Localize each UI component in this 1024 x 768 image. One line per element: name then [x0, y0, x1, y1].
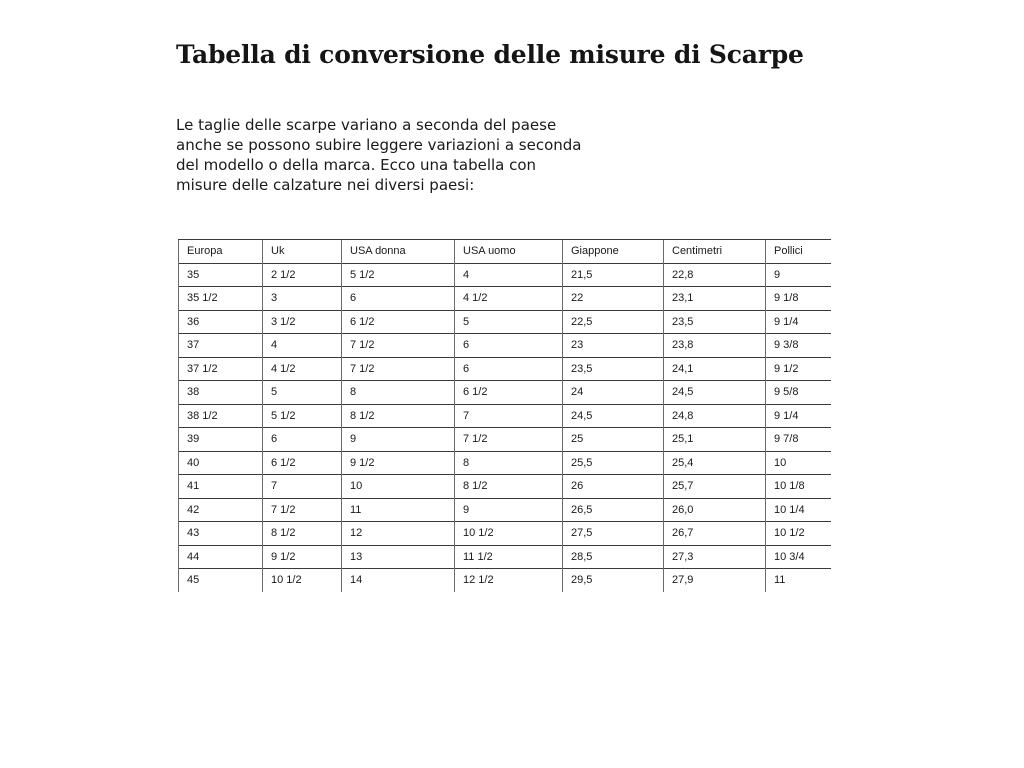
- intro-line: anche se possono subire leggere variazioni a seconda: [176, 136, 582, 154]
- table-cell: 38 1/2: [179, 404, 263, 428]
- table-row: [179, 287, 831, 311]
- table-cell: 43: [179, 522, 263, 546]
- table-row: [179, 498, 831, 522]
- table-cell: 6 1/2: [263, 451, 342, 475]
- table-cell: 13: [342, 545, 455, 569]
- table-cell: 23: [563, 334, 664, 358]
- table-cell: 9 3/8: [766, 334, 831, 358]
- table-cell: 10 1/2: [263, 569, 342, 592]
- table-cell: 24: [563, 381, 664, 405]
- intro-line: del modello o della marca. Ecco una tabella con: [176, 156, 537, 174]
- table-cell: 12: [342, 522, 455, 546]
- table-cell: 7 1/2: [342, 334, 455, 358]
- table-cell: 12 1/2: [455, 569, 563, 592]
- table-cell: 7 1/2: [342, 357, 455, 381]
- table-cell: 6: [455, 334, 563, 358]
- table-cell: 8 1/2: [342, 404, 455, 428]
- table-row: [179, 334, 831, 358]
- column-header: Pollici: [766, 240, 831, 264]
- table-cell: 25,1: [664, 428, 766, 452]
- table-cell: 26,0: [664, 498, 766, 522]
- table-cell: 5 1/2: [263, 404, 342, 428]
- table-cell: 10 3/4: [766, 545, 831, 569]
- table-cell: 10 1/8: [766, 475, 831, 499]
- table-cell: 6: [455, 357, 563, 381]
- table-cell: 26,5: [563, 498, 664, 522]
- table-cell: 37 1/2: [179, 357, 263, 381]
- column-header: USA uomo: [455, 240, 563, 264]
- table-cell: 25,7: [664, 475, 766, 499]
- page-title: Tabella di conversione delle misure di Scarpe: [176, 40, 804, 69]
- intro-line: misure delle calzature nei diversi paesi:: [176, 176, 475, 194]
- table-cell: 8 1/2: [263, 522, 342, 546]
- table-cell: 14: [342, 569, 455, 592]
- table-cell: 9 7/8: [766, 428, 831, 452]
- column-header: Uk: [263, 240, 342, 264]
- table-cell: 5 1/2: [342, 263, 455, 287]
- table-cell: 23,5: [664, 310, 766, 334]
- table-cell: 2 1/2: [263, 263, 342, 287]
- column-header: Centimetri: [664, 240, 766, 264]
- table-row: [179, 263, 831, 287]
- table-cell: 10 1/4: [766, 498, 831, 522]
- table-row: [179, 428, 831, 452]
- table-row: [179, 475, 831, 499]
- intro-line: Le taglie delle scarpe variano a seconda del paese: [176, 116, 557, 134]
- table-cell: 40: [179, 451, 263, 475]
- table-cell: 4: [455, 263, 563, 287]
- table-cell: 35: [179, 263, 263, 287]
- table-cell: 37: [179, 334, 263, 358]
- table-cell: 7: [455, 404, 563, 428]
- table-cell: 9 1/2: [766, 357, 831, 381]
- table-cell: 24,5: [664, 381, 766, 405]
- table-cell: 9: [342, 428, 455, 452]
- table-cell: 10 1/2: [455, 522, 563, 546]
- table-cell: 21,5: [563, 263, 664, 287]
- table-row: [179, 404, 831, 428]
- table-cell: 23,1: [664, 287, 766, 311]
- table-cell: 8: [455, 451, 563, 475]
- table-cell: 6 1/2: [342, 310, 455, 334]
- table-cell: 7: [263, 475, 342, 499]
- table-cell: 9 1/8: [766, 287, 831, 311]
- table-cell: 9 5/8: [766, 381, 831, 405]
- table-row: [179, 569, 831, 592]
- table-cell: 9 1/2: [342, 451, 455, 475]
- table-cell: 10: [342, 475, 455, 499]
- table-cell: 27,3: [664, 545, 766, 569]
- table-cell: 6 1/2: [455, 381, 563, 405]
- table-cell: 29,5: [563, 569, 664, 592]
- table-cell: 6: [342, 287, 455, 311]
- table-cell: 24,1: [664, 357, 766, 381]
- table-cell: 4 1/2: [263, 357, 342, 381]
- column-header: Europa: [179, 240, 263, 264]
- table-cell: 25,4: [664, 451, 766, 475]
- table-cell: 8 1/2: [455, 475, 563, 499]
- table-cell: 22: [563, 287, 664, 311]
- table-cell: 3: [263, 287, 342, 311]
- table-row: [179, 310, 831, 334]
- table-cell: 28,5: [563, 545, 664, 569]
- table-cell: 22,8: [664, 263, 766, 287]
- column-header: Giappone: [563, 240, 664, 264]
- table-row: [179, 545, 831, 569]
- table-cell: 9 1/4: [766, 404, 831, 428]
- table-cell: 23,5: [563, 357, 664, 381]
- table-cell: 9 1/2: [263, 545, 342, 569]
- table-row: [179, 381, 831, 405]
- size-conversion-table: [178, 239, 831, 592]
- table-cell: 26,7: [664, 522, 766, 546]
- table-header-row: [179, 240, 831, 264]
- table-cell: 8: [342, 381, 455, 405]
- table-cell: 4 1/2: [455, 287, 563, 311]
- table-cell: 23,8: [664, 334, 766, 358]
- column-header: USA donna: [342, 240, 455, 264]
- table-row: [179, 451, 831, 475]
- table-cell: 27,5: [563, 522, 664, 546]
- table-cell: 35 1/2: [179, 287, 263, 311]
- table-cell: 44: [179, 545, 263, 569]
- table-cell: 42: [179, 498, 263, 522]
- table-cell: 24,5: [563, 404, 664, 428]
- table-cell: 26: [563, 475, 664, 499]
- intro-paragraph: [176, 115, 636, 195]
- table-cell: 41: [179, 475, 263, 499]
- table-cell: 10: [766, 451, 831, 475]
- table-cell: 10 1/2: [766, 522, 831, 546]
- table-cell: 7 1/2: [455, 428, 563, 452]
- table-cell: 5: [455, 310, 563, 334]
- table-row: [179, 522, 831, 546]
- table-cell: 9: [766, 263, 831, 287]
- table-cell: 11: [342, 498, 455, 522]
- table-cell: 45: [179, 569, 263, 592]
- table-cell: 24,8: [664, 404, 766, 428]
- table-cell: 11: [766, 569, 831, 592]
- table-cell: 3 1/2: [263, 310, 342, 334]
- table-cell: 39: [179, 428, 263, 452]
- table-cell: 11 1/2: [455, 545, 563, 569]
- table-cell: 38: [179, 381, 263, 405]
- table-cell: 5: [263, 381, 342, 405]
- table-cell: 36: [179, 310, 263, 334]
- table-cell: 25,5: [563, 451, 664, 475]
- table-cell: 9: [455, 498, 563, 522]
- table-cell: 9 1/4: [766, 310, 831, 334]
- table-cell: 27,9: [664, 569, 766, 592]
- table-cell: 6: [263, 428, 342, 452]
- table-row: [179, 357, 831, 381]
- table-cell: 22,5: [563, 310, 664, 334]
- table-cell: 7 1/2: [263, 498, 342, 522]
- table-cell: 25: [563, 428, 664, 452]
- table-cell: 4: [263, 334, 342, 358]
